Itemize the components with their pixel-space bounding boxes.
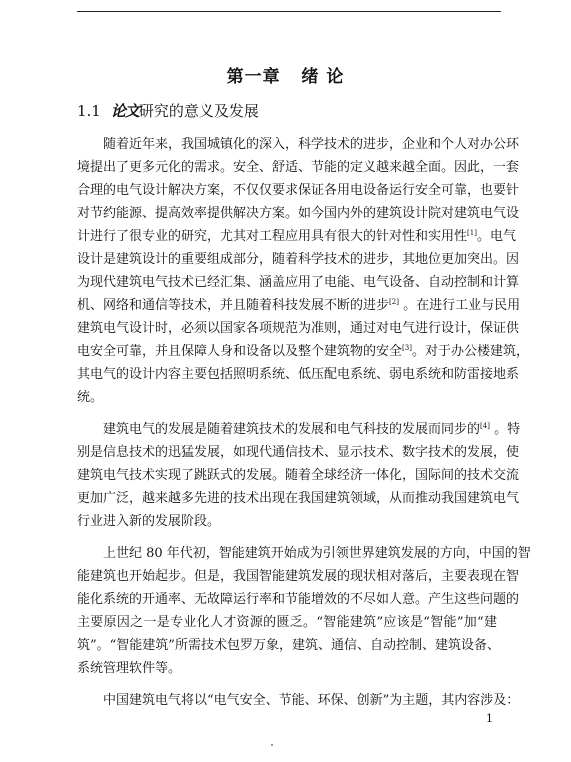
line-text: 能建筑也开始起步。但是，我国智能建筑发展的现状相对落后，主要表现在智 [77,569,520,584]
citation-ref: [3] [402,344,412,352]
section-heading [77,100,259,121]
section-number: 1.1 [77,102,101,120]
line-text: 建筑电气设计时，必须以国家各项规范为准则，通过对电气进行设计，保证供 [77,321,520,336]
text-line [77,542,531,565]
line-text-after: 。电气 [476,229,516,244]
scan-speck [271,744,273,746]
line-text: 随着近年来，我国城镇化的深入，科学技术的进步，企业和个人对办公环 [103,137,520,152]
text-line [77,464,520,487]
line-text: 电安全可靠，并且保障人身和设备以及整个建筑物的安全 [77,344,403,359]
header-rule [77,11,501,12]
text-line [77,271,520,294]
citation-ref: [2] [389,298,399,306]
text-line [77,611,497,634]
line-text: 为现代建筑电气技术已经汇集、涵盖应用了电能、电气设备、自动控制和计算 [77,275,520,290]
line-text: 能化系统的开通率、无故障运行率和节能增效的不尽如人意。产生这些问题的 [77,592,520,607]
line-text: 筑”。“智能建筑”所需技术包罗万象，建筑、通信、自动控制、建筑设备、 [77,638,500,653]
paragraph [77,418,521,533]
line-text-after: 。在进行工业与民用 [398,298,521,313]
text-line [77,340,529,363]
paragraph [77,542,531,680]
paragraph [77,689,520,712]
text-line [77,588,520,611]
text-line [77,363,520,386]
text-line [77,510,497,533]
line-text: 统。 [77,390,104,405]
line-text: 境提出了更多元化的需求。安全、舒适、节能的定义越来越全面。因此，一套 [77,160,520,175]
text-line [77,487,520,510]
line-text: 行业进入新的发展阶段。 [77,514,221,529]
line-text: 其电气的设计内容主要包括照明系统、低压配电系统、弱电系统和防雷接地系 [77,367,520,382]
line-text: 更加广泛，越来越多先进的技术出现在我国建筑领域，从而推动我国建筑电气 [77,491,520,506]
text-line [77,317,520,340]
chapter-title: 第一章 绪 论 [226,67,345,87]
text-line [77,248,520,271]
line-text: 建筑电气的发展是随着建筑技术的发展和电气科技的发展而同步的 [103,422,481,437]
line-text: 合理的电气设计解决方案，不仅仅要求保证各用电设备运行安全可靠，也要针 [77,183,520,198]
section-title-text: 研究的意义及发展 [138,102,259,120]
citation-ref: [1] [467,229,477,237]
line-text-after: 。对于办公楼建筑， [411,344,529,359]
body-text [77,133,531,712]
handwritten-annotation: 论文 [110,102,139,120]
text-line [77,225,516,248]
text-line [77,657,497,680]
line-text: 设计是建筑设计的重要组成部分，随着科学技术的进步，其地位更加突出。因 [77,252,520,267]
line-text: 建筑电气技术实现了跳跃式的发展。随着全球经济一体化，国际间的技术交流 [77,468,520,483]
line-text: 上世纪 80 年代初，智能建筑开始成为引领世界建筑发展的方向，中国的智 [103,546,531,561]
line-text: 机、网络和通信等技术，并且随着科技发展不断的进步 [77,298,390,313]
text-line [77,133,520,156]
line-text: 对节约能源、提高效率提供解决方案。如今国内外的建筑设计院对建筑电气设 [77,206,520,221]
text-line [77,689,520,712]
text-line [77,634,500,657]
paragraph [77,133,529,409]
text-line [77,565,520,588]
line-text-after: 。特 [489,422,521,437]
text-line [77,156,520,179]
page-number: 1 [486,712,493,725]
text-line [77,202,520,225]
line-text: 系统管理软件等。 [77,661,182,676]
line-text: 别是信息技术的迅猛发展，如现代通信技术、显示技术、数字技术的发展，使 [77,445,520,460]
text-line [77,179,520,202]
text-line [77,294,521,317]
text-line [77,418,521,441]
line-text: 计进行了很专业的研究，尤其对工程应用具有很大的针对性和实用性 [77,229,468,244]
text-line [77,441,520,464]
citation-ref: [4] [480,422,490,430]
line-text: 中国建筑电气将以“电气安全、节能、环保、创新”为主题，其内容涉及： [103,693,520,708]
text-line [77,386,497,409]
line-text: 主要原因之一是专业化人才资源的匮乏。“智能建筑”应该是“智能”加“建 [77,615,497,630]
